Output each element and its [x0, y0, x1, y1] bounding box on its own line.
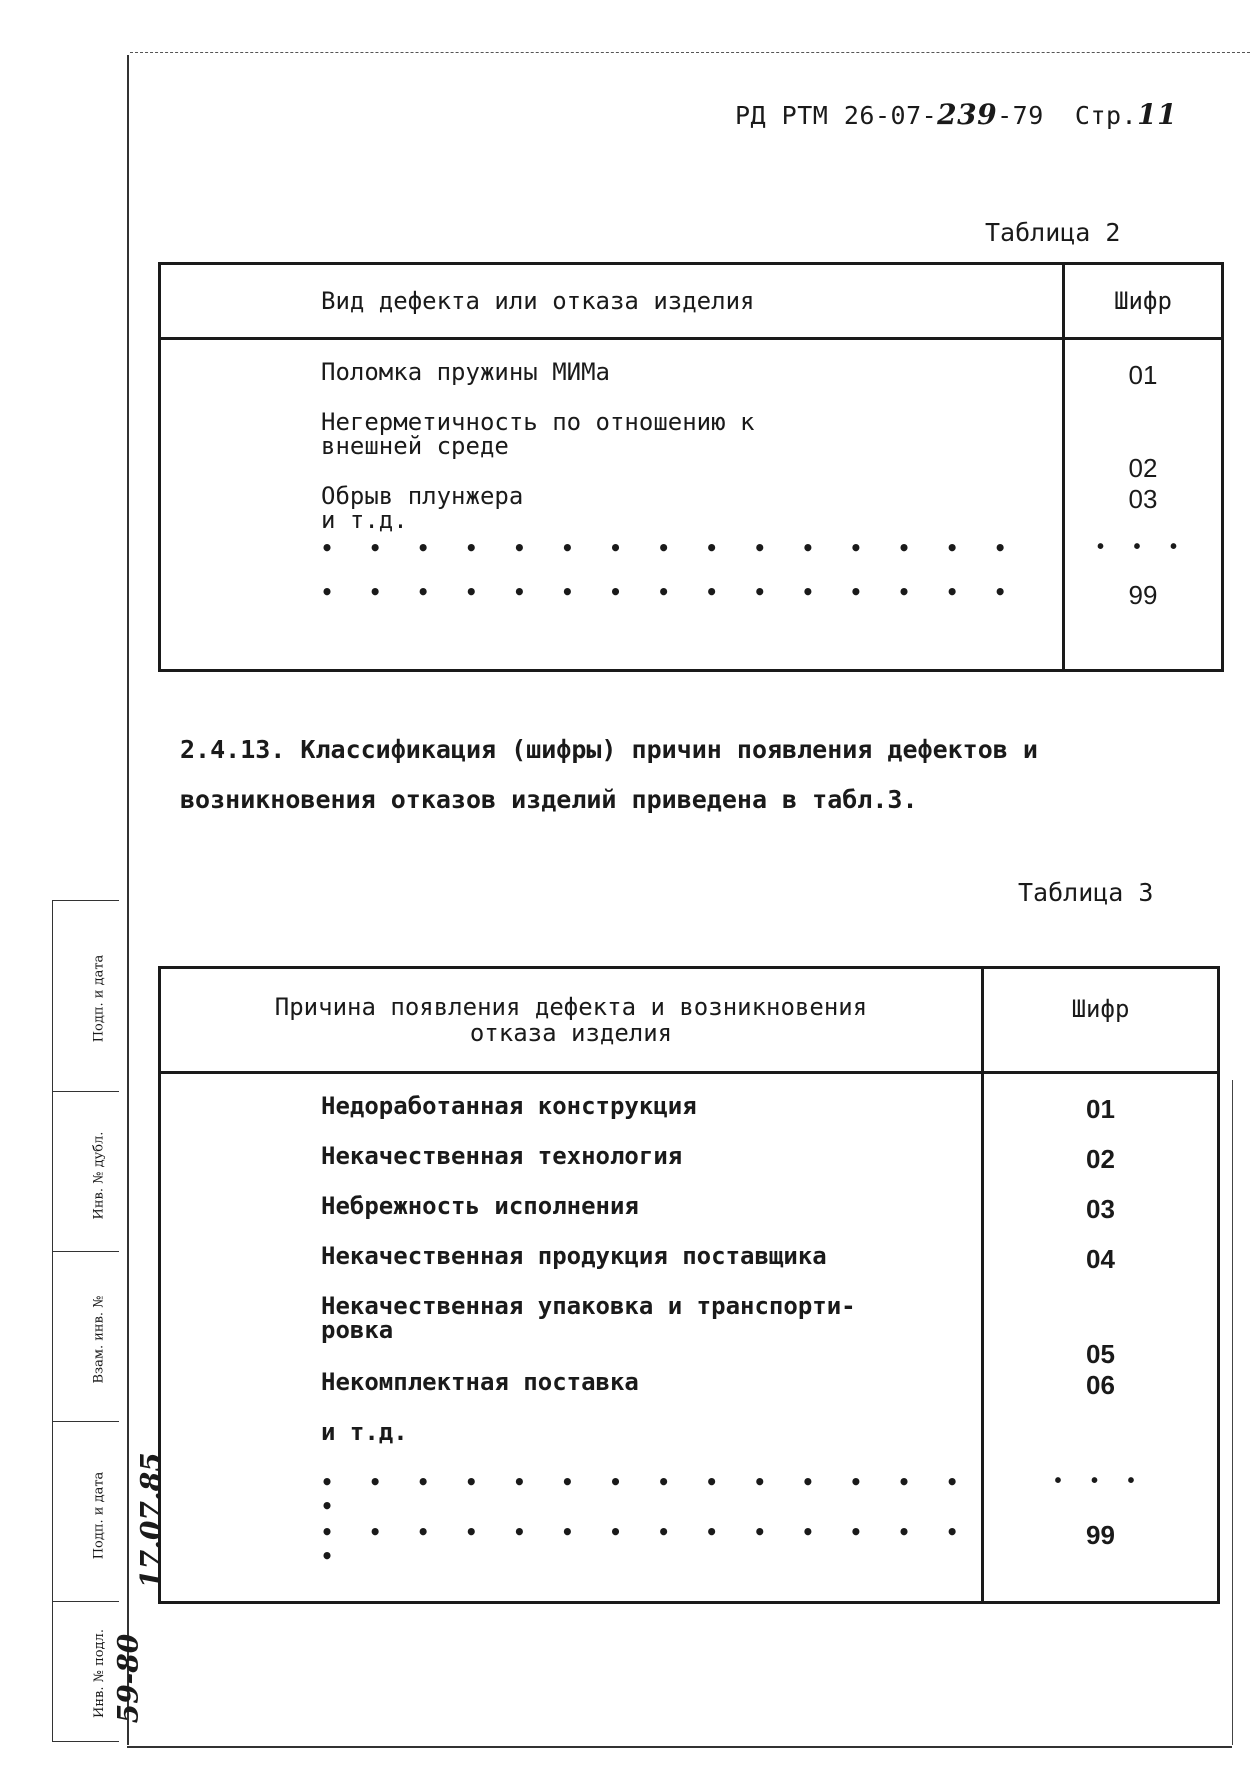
table3-caption: Таблица 3	[1018, 878, 1154, 907]
table3-row-code: • • •	[1054, 1470, 1147, 1492]
table3-row-name: Некомплектная поставка	[321, 1368, 639, 1396]
stamp-cell-replace-inv	[53, 1251, 119, 1422]
table2-name-column	[160, 339, 1064, 671]
table3-header-code: Шифр	[983, 968, 1219, 1073]
archive-stamp	[52, 900, 168, 1742]
paragraph-2-4-13: 2.4.13. Классификация (шифры) причин появления дефектов и возникновения отказов изделий приведена в табл.3.	[180, 735, 1038, 814]
table3-name-column	[160, 1073, 983, 1603]
table3-row-name: Некачественная упаковка и транспорти- ровка	[321, 1292, 856, 1344]
table3-row-name: Небрежность исполнения	[321, 1192, 639, 1220]
table2-row-code: 01	[1128, 360, 1158, 390]
stamp-cell-orig-inv	[53, 1601, 145, 1742]
table3-row-code: 04	[1086, 1244, 1115, 1274]
table3-code-column	[983, 1073, 1219, 1603]
table2-row-code: 03	[1128, 484, 1158, 514]
doc-number-handwritten: 239	[937, 98, 998, 131]
table2-row-name: Обрыв плунжера и т.д.	[321, 482, 524, 534]
table2-header-name: Вид дефекта или отказа изделия	[160, 264, 1064, 339]
table3	[158, 966, 1220, 1604]
table3-row-name: Недоработанная конструкция	[321, 1092, 697, 1120]
table2-row-code: 99	[1128, 580, 1158, 610]
table2-row-name: • • • • • • • • • • • • • • •	[321, 580, 1019, 604]
stamp-handwritten-date: 17.07.85	[134, 1452, 168, 1589]
table3-row-code: 99	[1086, 1520, 1115, 1550]
table3-row-code: 05	[1086, 1339, 1115, 1369]
stamp-handwritten-inv: 59-80	[111, 1633, 145, 1724]
table3-header-name: Причина появления дефекта и возникновения отказа изделия	[160, 968, 983, 1073]
table2-caption: Таблица 2	[985, 218, 1121, 247]
page-number-handwritten: 11	[1137, 98, 1178, 131]
table3-row-code: 03	[1086, 1194, 1115, 1224]
table2-code-column	[1064, 339, 1223, 671]
table2-row-code: • • •	[1096, 536, 1190, 558]
table3-row-name: Некачественная продукция поставщика	[321, 1242, 827, 1270]
stamp-cell-sign-date-1	[53, 901, 119, 1091]
page-border-right	[1232, 1080, 1233, 1745]
table3-row-name: и т.д.	[321, 1418, 408, 1446]
table2	[158, 262, 1224, 672]
table3-row-name: Некачественная технология	[321, 1142, 683, 1170]
stamp-label: Инв. № подл.	[91, 1629, 107, 1718]
page-header	[735, 98, 1177, 131]
page-label: Стр.	[1074, 101, 1138, 130]
stamp-cell-sign-date-2	[53, 1421, 168, 1602]
doc-year: -79	[997, 101, 1044, 130]
table3-row-name: • • • • • • • • • • • • • • •	[321, 1520, 971, 1568]
table3-row-code: 01	[1086, 1094, 1115, 1124]
stamp-label: Подп. и дата	[91, 1471, 107, 1560]
stamp-label: Взам. инв. №	[91, 1295, 107, 1384]
table3-row-code	[984, 1420, 1217, 1470]
stamp-label: Подп. и дата	[91, 954, 107, 1043]
doc-code-prefix: РД РТМ 26-07-	[735, 101, 938, 130]
stamp-label: Инв. № дубл.	[91, 1131, 107, 1220]
stamp-cell-dup-inv	[53, 1091, 119, 1252]
table3-row-code: 06	[1086, 1370, 1115, 1400]
table2-row-name: Поломка пружины МИМа	[321, 358, 610, 386]
table2-header-code: Шифр	[1064, 264, 1223, 339]
table3-row-name: • • • • • • • • • • • • • • •	[321, 1470, 971, 1518]
page-border-top	[130, 52, 1250, 53]
table2-row-name: • • • • • • • • • • • • • • •	[321, 536, 1019, 560]
table2-row-code: 02	[1128, 453, 1158, 483]
page-border-bottom	[127, 1746, 1232, 1748]
page-border-left	[127, 55, 129, 1745]
table2-row-name: Негерметичность по отношению к внешней среде	[321, 408, 755, 460]
table3-row-code: 02	[1086, 1144, 1115, 1174]
